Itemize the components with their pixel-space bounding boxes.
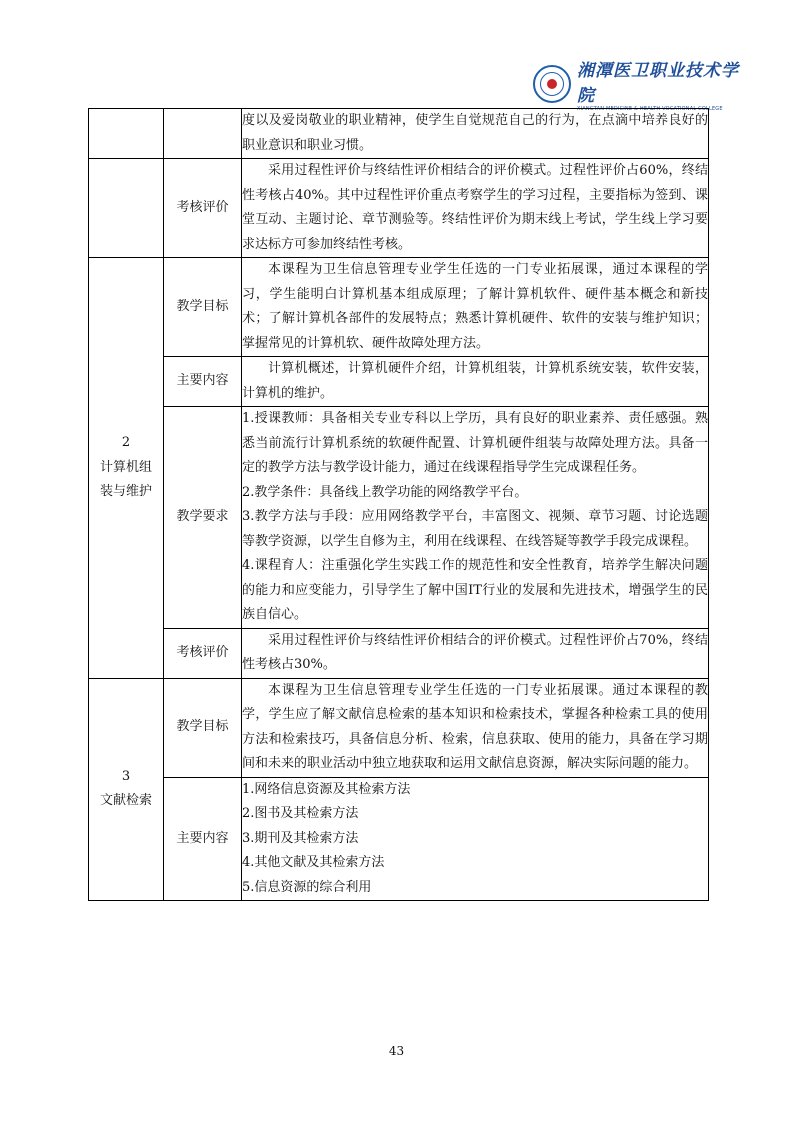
content-cell: 计算机概述，计算机硬件介绍，计算机组装，计算机系统安装，软件安装，计算机的维护。 xyxy=(242,357,709,407)
content-cell: 本课程为卫生信息管理专业学生任选的一门专业拓展课。通过本课程的教学，学生应了解文献信息检索的基本知识和检索技术，掌握各种检索工具的使用方法和检索技巧，具备信息分析、检索，信息获取、使用的能力，具备在学习期间和未来的职业活动中独立地获取和运用文献信息资源，解决实际问题的能力。 xyxy=(242,678,709,777)
table-row xyxy=(89,159,709,258)
table-row xyxy=(89,357,709,407)
college-seal-icon xyxy=(533,65,571,103)
row-label: 考核评价 xyxy=(164,628,242,678)
list-item: 2.教学条件：具备线上教学功能的网络教学平台。 xyxy=(242,484,528,500)
content-cell: 采用过程性评价与终结性评价相结合的评价模式。过程性评价占70%，终结性考核占30%。 xyxy=(242,628,709,678)
list-item: 4.课程育人：注重强化学生实践工作的规范性和安全性教育，培养学生解决问题的能力和应变能力，引导学生了解中国IT行业的发展和先进技术，增强学生的民族自信心。 xyxy=(242,558,708,622)
table-row xyxy=(89,109,709,159)
course-name: 文献检索 xyxy=(99,793,152,809)
syllabus-table xyxy=(88,108,709,901)
table-row xyxy=(89,777,709,901)
row-label: 教学要求 xyxy=(164,407,242,629)
list-item: 2.图书及其检索方法 xyxy=(242,806,359,821)
table-row xyxy=(89,258,709,357)
course-cell-empty xyxy=(89,109,164,159)
logo-chinese-name: 湘潭医卫职业技术学院 xyxy=(577,61,739,106)
page-number: 43 xyxy=(388,1044,405,1058)
course-name: 计算机组装与维护 xyxy=(99,459,152,499)
list-item: 3.教学方法与手段：应用网络教学平台，丰富图文、视频、章节习题、讨论选题等教学资源，以学生自修为主，利用在线课程、在线答疑等教学手段完成课程。 xyxy=(242,509,708,549)
table-row xyxy=(89,407,709,629)
course-3-cell xyxy=(89,678,164,901)
list-item: 1.网络信息资源及其检索方法 xyxy=(242,781,411,797)
table-row xyxy=(89,678,709,777)
list-item: 1.授课教师：具备相关专业专科以上学历，具有良好的职业素养、责任感强。熟悉当前流行计算机系统的软硬件配置、计算机硬件组装与故障处理方法。具备一定的教学方法与教学设计能力，通过在线课程指导学生完成课程任务。 xyxy=(242,411,708,475)
row-label: 教学目标 xyxy=(164,258,242,357)
row-label: 主要内容 xyxy=(164,777,242,901)
row-label: 教学目标 xyxy=(164,678,242,777)
content-cell: 采用过程性评价与终结性评价相结合的评价模式。过程性评价占60%，终结性考核占40%。其中过程性评价重点考察学生的学习过程，主要指标为签到、课堂互动、主题讨论、章节测验等。终结性评价为期末线上考试，学生线上学习要求达标方可参加终结性考核。 xyxy=(242,159,709,258)
content-cell: 本课程为卫生信息管理专业学生任选的一门专业拓展课，通过本课程的学习，学生能明白计算机基本组成原理；了解计算机软件、硬件基本概念和新技术；了解计算机各部件的发展特点；熟悉计算机硬件、软件的安装与维护知识；掌握常见的计算机软、硬件故障处理方法。 xyxy=(242,258,709,357)
list-item: 4.其他文献及其检索方法 xyxy=(242,855,385,870)
list-item: 5.信息资源的综合利用 xyxy=(242,879,372,895)
course-number: 2 xyxy=(121,435,131,450)
table-row xyxy=(89,628,709,678)
college-logo xyxy=(533,61,743,112)
content-cell xyxy=(242,407,709,629)
content-cell xyxy=(242,777,709,901)
row-label: 主要内容 xyxy=(164,357,242,407)
label-cell-empty xyxy=(164,109,242,159)
course-cell-empty xyxy=(89,159,164,258)
content-cell: 度以及爱岗敬业的职业精神，使学生自觉规范自己的行为，在点滴中培养良好的职业意识和职业习惯。 xyxy=(242,109,709,159)
list-item: 3.期刊及其检索方法 xyxy=(242,830,359,846)
course-number: 3 xyxy=(121,768,131,784)
logo-english-name: XIANGTAN MEDICINE & HEALTH VOCATIONAL COLLEGE xyxy=(577,106,723,112)
course-2-cell xyxy=(89,258,164,679)
row-label: 考核评价 xyxy=(164,159,242,258)
